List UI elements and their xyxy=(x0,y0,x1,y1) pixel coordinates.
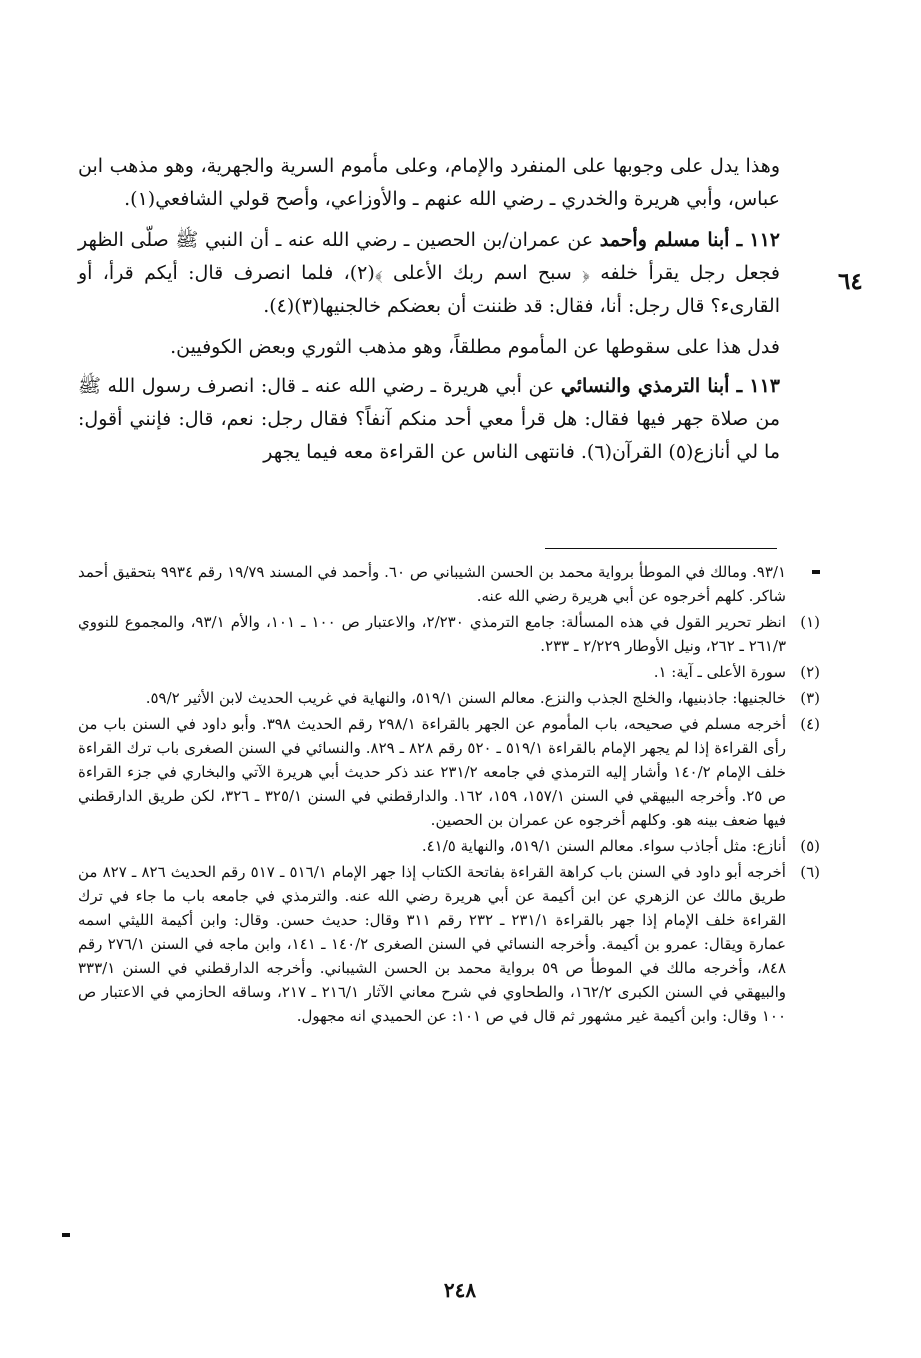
paragraph-text: وهذا يدل على وجوبها على المنفرد والإمام، وعلى مأموم السرية والجهرية، وهو مذهب ابن عباس، وأبي هريرة والخدري ـ رضي الله عنهم ـ والأوزاعي، وأصح قولي الشافعي(١). xyxy=(78,155,781,210)
margin-reference-number: ٦٤ xyxy=(838,268,863,295)
paragraph xyxy=(78,331,780,364)
bullet-marker xyxy=(812,570,820,574)
footnote-5 xyxy=(78,834,820,858)
footnote-text: أنازع: مثل أجاذب سواء. معالم السنن ٥١٩/١، والنهاية ٤١/٥. xyxy=(421,837,786,855)
footnote-mark: (٣) xyxy=(800,689,820,707)
paragraph-text: عن أبي هريرة ـ رضي الله عنه ـ قال: انصرف رسول الله ﷺ من صلاة جهر فيها فقال: هل قرأ معي أحد منكم آنفاً؟ فقال رجل: نعم، قال: فإنني أقول: ما لي أنازع(٥) القرآن(٦). فانتهى الناس عن القراءة معه فيما يجهر xyxy=(78,375,780,463)
footnotes xyxy=(78,560,820,1030)
footnote-text: أخرجه أبو داود في السنن باب كراهة القراءة بفاتحة الكتاب إذا جهر الإمام ٥١٦/١ ـ ٥١٧ رقم الحديث ٨٢٦ ـ ٨٢٧ من طريق مالك عن الزهري عن ابن أكيمة عن أبي هريرة رضي الله عنه. والترمذي في جامعه باب ما جاء في ترك القراءة خلف الإمام إذا جهر بالقراءة ٢٣١/١ ـ ٢٣٢ رقم ٣١١ وقال: حديث حسن. وقال: وابن أكيمة الليثي اسمه عمارة ويقال: عمرو بن أكيمة. وأخرجه النسائي في السنن الصغرى ١٤٠/٢ ـ ١٤١، وابن ماجه في السنن ٢٧٦/١ رقم ٨٤٨، وأخرجه مالك في الموطأ ص ٥٩ برواية محمد بن الحسن الشيباني. وأخرجه الدارقطني في السنن ٣٣٣/١ والبيهقي في السنن الكبرى ١٦٢/٢، والطحاوي في شرح معاني الآثار ٢١٦/١ ـ ٢١٧، وساقه الحازمي في الاعتبار ص ١٠٠ وقال: وابن أكيمة غير مشهور ثم قال في ص ١٠١: عن الحميدي انه مجهول. xyxy=(78,863,787,1025)
bullet-marker xyxy=(62,1233,70,1237)
footnote-mark: (٢) xyxy=(800,663,820,681)
footnote-separator xyxy=(545,548,777,549)
paragraph-text: فدل هذا على سقوطها عن المأموم مطلقاً، وهو مذهب الثوري وبعض الكوفيين. xyxy=(170,336,780,358)
footnote-1 xyxy=(78,610,820,658)
footnote-mark: (٤) xyxy=(800,715,820,733)
hadith-113 xyxy=(78,370,780,469)
footnote-6 xyxy=(78,860,820,1028)
paragraph-text: عن عمران/بن الحصين ـ رضي الله عنه ـ أن النبي ﷺ صلّى الظهر فجعل رجل يقرأ خلفه ﴿ سبح اسم ربك الأعلى ﴾(٢)، فلما انصرف قال: أيكم قرأ، أو القارىء؟ قال رجل: أنا، فقال: قد ظننت أن بعضكم خالجنيها(٣)(٤). xyxy=(78,229,780,317)
paragraph xyxy=(78,150,780,216)
footnote-text: خالجنيها: جاذبنيها، والخلج الجذب والنزع. معالم السنن ٥١٩/١، والنهاية في غريب الحديث لابن الأثير ٥٩/٢. xyxy=(145,689,786,707)
footnote-2 xyxy=(78,660,820,684)
footnote-mark: (٦) xyxy=(800,863,820,881)
footnote-continuation xyxy=(78,560,820,608)
footnote-text: ٩٣/١. ومالك في الموطأ برواية محمد بن الحسن الشيباني ص ٦٠. وأحمد في المسند ١٩/٧٩ رقم ٩٩٣٤ بتحقيق أحمد شاكر. كلهم أخرجوه عن أبي هريرة رضي الله عنه. xyxy=(78,563,787,605)
footnote-text: سورة الأعلى ـ آية: ١. xyxy=(653,663,786,681)
main-text-body xyxy=(78,150,780,477)
footnote-text: انظر تحرير القول في هذه المسألة: جامع الترمذي ٢/٢٣٠، والاعتبار ص ١٠٠ ـ ١٠١، والأم ٩٣/١، والمجموع للنووي ٢٦١/٣ ـ ٢٦٢، ونيل الأوطار ٢/٢٢٩ ـ ٢٣٣. xyxy=(78,613,786,655)
hadith-lead: ١١٢ ـ أبنا مسلم وأحمد xyxy=(599,229,780,251)
footnote-mark: (٥) xyxy=(800,837,820,855)
footnote-3 xyxy=(78,686,820,710)
hadith-lead: ١١٣ ـ أبنا الترمذي والنسائي xyxy=(560,375,780,397)
footnote-text: أخرجه مسلم في صحيحه، باب المأموم عن الجهر بالقراءة ٢٩٨/١ رقم الحديث ٣٩٨. وأبو داود في السنن باب من رأى القراءة إذا لم يجهر الإمام بالقراءة ٥١٩/١ ـ ٥٢٠ رقم ٨٢٨ ـ ٨٢٩. والنسائي في السنن الصغرى باب ترك القراءة خلف الإمام ١٤٠/٢ وأشار إليه الترمذي في جامعه ٢٣١/٢ عند ذكر حديث أبي هريرة الآتي والبخاري في جزء القراءة ص ٢٥. وأخرجه البيهقي في السنن ١٥٧/١، ١٥٩، ١٦٢. والدارقطني في السنن ٣٢٥/١ ـ ٣٢٦، لكن طريق الدارقطني فيها ضعف بينه هو. وكلهم أخرجوه عن عمران بن الحصين. xyxy=(78,715,787,829)
page-number: ٢٤٨ xyxy=(443,1278,477,1302)
footnote-mark: (١) xyxy=(800,613,820,631)
footnote-4 xyxy=(78,712,820,832)
hadith-112 xyxy=(78,224,780,323)
